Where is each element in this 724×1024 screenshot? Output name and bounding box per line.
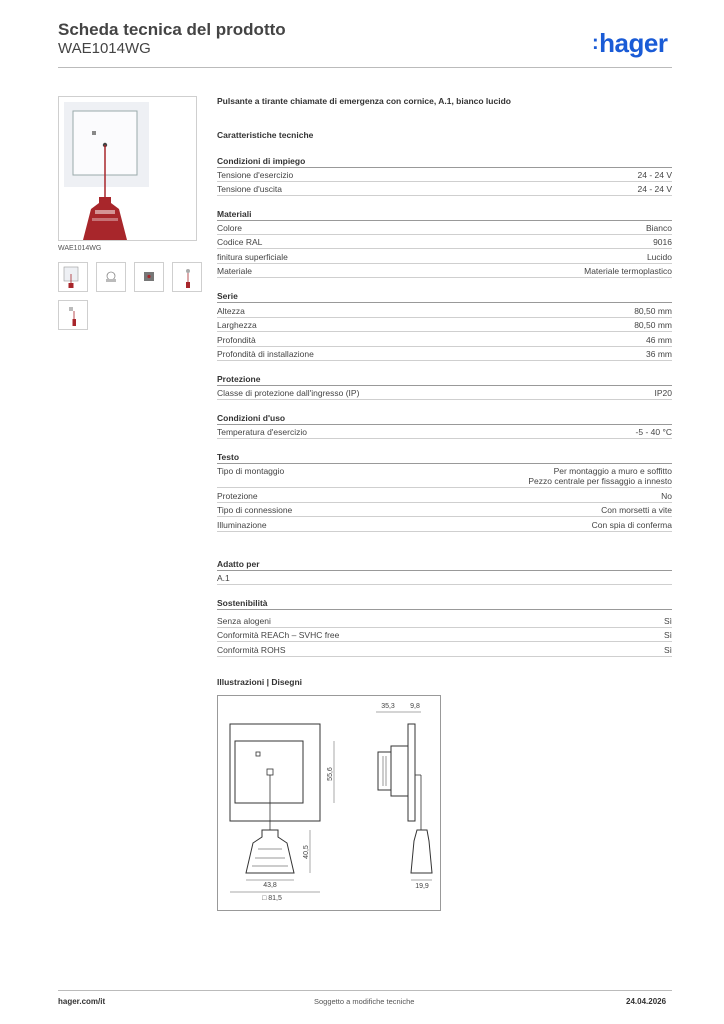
spec-row [217,645,672,657]
thumb-mounting-view[interactable] [96,262,126,292]
spec-label: Profondità [217,335,256,345]
spec-row [217,237,672,249]
spec-value: -5 - 40 °C [635,427,672,437]
spec-row [217,616,672,628]
tech-specs-title: Caratteristiche tecniche [217,130,314,140]
spec-row [217,184,672,196]
spec-label: Tensione d'esercizio [217,170,294,180]
footer-disclaimer: Soggetto a modifiche tecniche [314,997,415,1006]
section-title: Sostenibilità [217,598,672,610]
spec-value: 36 mm [646,349,672,359]
spec-row [217,427,672,439]
spec-label: Colore [217,223,243,233]
side-thumb-icon [59,301,87,329]
spec-value: Bianco [646,223,672,233]
spec-row [217,252,672,264]
dim-35-3: 35,3 [381,703,395,710]
spec-value: 24 - 24 V [637,184,672,194]
spec-label: Temperatura d'esercizio [217,427,307,437]
hager-logo [592,28,667,59]
dim-43-8: 43,8 [263,882,277,889]
dim-19-9: 19,9 [415,883,429,890]
dim-55-6: 55,6 [327,767,334,781]
dim-40-5: 40,5 [303,845,310,859]
spec-value-second-line: Pezzo centrale per fissaggio a innesto [528,476,672,486]
logo-text: hager [599,28,668,58]
spec-label: Altezza [217,306,245,316]
spec-row [217,306,672,318]
spec-label: Tensione d'uscita [217,184,282,194]
spec-value: Con morsetti a vite [601,505,672,515]
spec-row [217,505,672,517]
spec-value: Materiale termoplastico [584,266,672,276]
spec-row [217,223,672,235]
dim-9-8: 9,8 [410,703,420,710]
spec-label: Protezione [217,491,258,501]
section-title: Serie [217,291,672,303]
spec-value: 9016 [653,237,672,247]
spec-label: Profondità di installazione [217,349,314,359]
pull-cord-button-image [59,97,196,240]
technical-drawing[interactable] [217,695,441,911]
section-title: Protezione [217,374,672,386]
spec-value: Con spia di conferma [591,520,672,530]
product-main-image[interactable] [58,96,197,241]
thumb-front-view[interactable] [58,262,88,292]
spec-label: Larghezza [217,320,257,330]
section-title: Materiali [217,209,672,221]
footer-date: 24.04.2026 [626,997,667,1006]
section-title: Condizioni di impiego [217,156,672,168]
spec-row [217,170,672,182]
spec-value-multiline [528,466,672,486]
spec-label: Tipo di connessione [217,505,293,515]
dimension-drawing [218,696,440,910]
spec-row [217,335,672,347]
spec-row [217,520,672,532]
spec-label: Senza alogeni [217,616,271,626]
section-title: Testo [217,452,672,464]
spec-label: Conformità ROHS [217,645,286,655]
spec-row [217,349,672,361]
spec-value: 24 - 24 V [637,170,672,180]
spec-value: 46 mm [646,335,672,345]
spec-value: Sì [663,616,672,626]
spec-label: Tipo di montaggio [217,466,285,476]
spec-label: finitura superficiale [217,252,288,262]
document-title: Scheda tecnica del prodotto [58,20,286,39]
thumb-side-view[interactable] [58,300,88,330]
spec-label: A.1 [217,573,230,583]
spec-row [217,320,672,332]
image-caption: WAE1014WG [58,245,102,252]
header-divider [58,67,672,68]
back-thumb-icon [135,263,163,291]
spec-label: Conformità REACh – SVHC free [217,630,340,640]
spec-value: 80,50 mm [634,320,672,330]
spec-label: Illuminazione [217,520,267,530]
footer-website-link[interactable]: hager.com/it [58,997,106,1006]
thumb-back-view[interactable] [134,262,164,292]
spec-row [217,466,672,488]
spec-label: Codice RAL [217,237,263,247]
spec-value: Sì [663,645,672,655]
spec-value: 80,50 mm [634,306,672,316]
footer-divider [58,990,672,991]
pull-cord-thumb-icon [173,263,201,291]
spec-row [217,573,672,585]
thumb-pull-cord-view[interactable] [172,262,202,292]
spec-value: Lucido [646,252,672,262]
logo-dots-icon: : [592,32,599,54]
dim-81-5: □ 81,5 [262,895,282,902]
section-title: Adatto per [217,559,672,571]
spec-value: Per montaggio a muro e soffitto [553,466,672,476]
spec-row [217,266,672,278]
spec-value: IP20 [654,388,672,398]
spec-value: No [661,491,672,501]
spec-row [217,630,672,642]
spec-label: Materiale [217,266,252,276]
mounting-thumb-icon [97,263,125,291]
section-title: Condizioni d'uso [217,413,672,425]
spec-value: Sì [663,630,672,640]
illustrations-title: Illustrazioni | Disegni [217,677,303,687]
product-code: WAE1014WG [58,40,151,57]
spec-row [217,388,672,400]
spec-label: Classe di protezione dall'ingresso (IP) [217,388,360,398]
product-description: Pulsante a tirante chiamate di emergenza con cornice, A.1, bianco lucido [217,96,511,106]
front-thumb-icon [59,263,87,291]
spec-row [217,491,672,503]
